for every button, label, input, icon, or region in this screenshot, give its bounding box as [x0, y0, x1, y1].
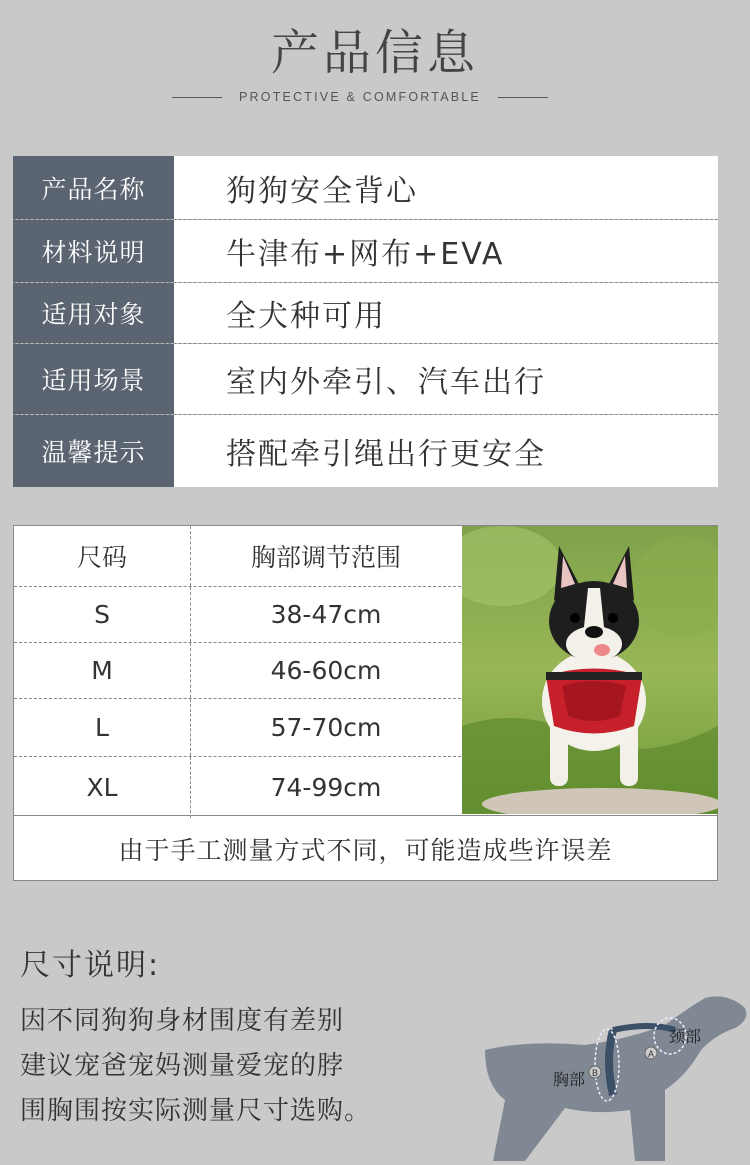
- size-header: 尺码: [14, 526, 191, 586]
- info-label: 产品名称: [13, 156, 174, 219]
- info-label: 适用场景: [13, 344, 174, 414]
- neck-label: 颈部: [669, 1027, 702, 1046]
- size-header-row: [14, 526, 461, 587]
- dog-photo: [462, 526, 718, 814]
- size-note: 由于手工测量方式不同，可能造成些许误差: [14, 815, 717, 881]
- info-label: 材料说明: [13, 220, 174, 282]
- info-row: [13, 415, 718, 487]
- divider-right: [498, 97, 548, 98]
- marker-a-label: A: [647, 1049, 655, 1059]
- subtitle-row: [172, 87, 548, 107]
- info-value: 牛津布+网布+EVA: [174, 220, 718, 282]
- info-label: 适用对象: [13, 283, 174, 343]
- range-value: 38-47cm: [270, 600, 382, 629]
- size-row: [14, 587, 461, 643]
- info-value: 室内外牵引、汽车出行: [174, 344, 718, 414]
- size-row: [14, 699, 461, 757]
- product-info-table: [13, 156, 718, 487]
- info-row: [13, 283, 718, 344]
- info-value: 搭配牵引绳出行更安全: [174, 415, 718, 487]
- range-value: 46-60cm: [270, 656, 382, 685]
- divider-left: [172, 97, 222, 98]
- page-title: 产品信息: [270, 25, 479, 81]
- size-value: L: [14, 699, 191, 756]
- info-value: 狗狗安全背心: [174, 156, 718, 219]
- range-value: 57-70cm: [270, 713, 382, 742]
- size-row: [14, 643, 461, 699]
- page-subtitle: PROTECTIVE & COMFORTABLE: [239, 90, 481, 104]
- info-row: [13, 156, 718, 220]
- size-value: M: [14, 643, 191, 698]
- size-chart: [13, 525, 718, 881]
- info-label: 温馨提示: [13, 415, 174, 487]
- measure-line: 围胸围按实际测量尺寸选购。: [20, 1096, 372, 1126]
- info-row: [13, 220, 718, 283]
- range-header: 胸部调节范围: [250, 543, 401, 572]
- marker-b-label: B: [591, 1068, 599, 1078]
- size-value: XL: [14, 757, 191, 818]
- measure-line: 建议宠爸宠妈测量爱宠的脖: [20, 1051, 345, 1081]
- size-table: [14, 526, 461, 818]
- dog-measure-diagram: [465, 990, 750, 1161]
- chest-label: 胸部: [553, 1070, 586, 1089]
- info-row: [13, 344, 718, 415]
- size-row: [14, 757, 461, 818]
- info-value: 全犬种可用: [174, 283, 718, 343]
- measure-line: 因不同狗狗身材围度有差别: [20, 1006, 345, 1036]
- measure-title: 尺寸说明:: [20, 948, 161, 983]
- range-value: 74-99cm: [270, 773, 382, 802]
- size-value: S: [14, 587, 191, 642]
